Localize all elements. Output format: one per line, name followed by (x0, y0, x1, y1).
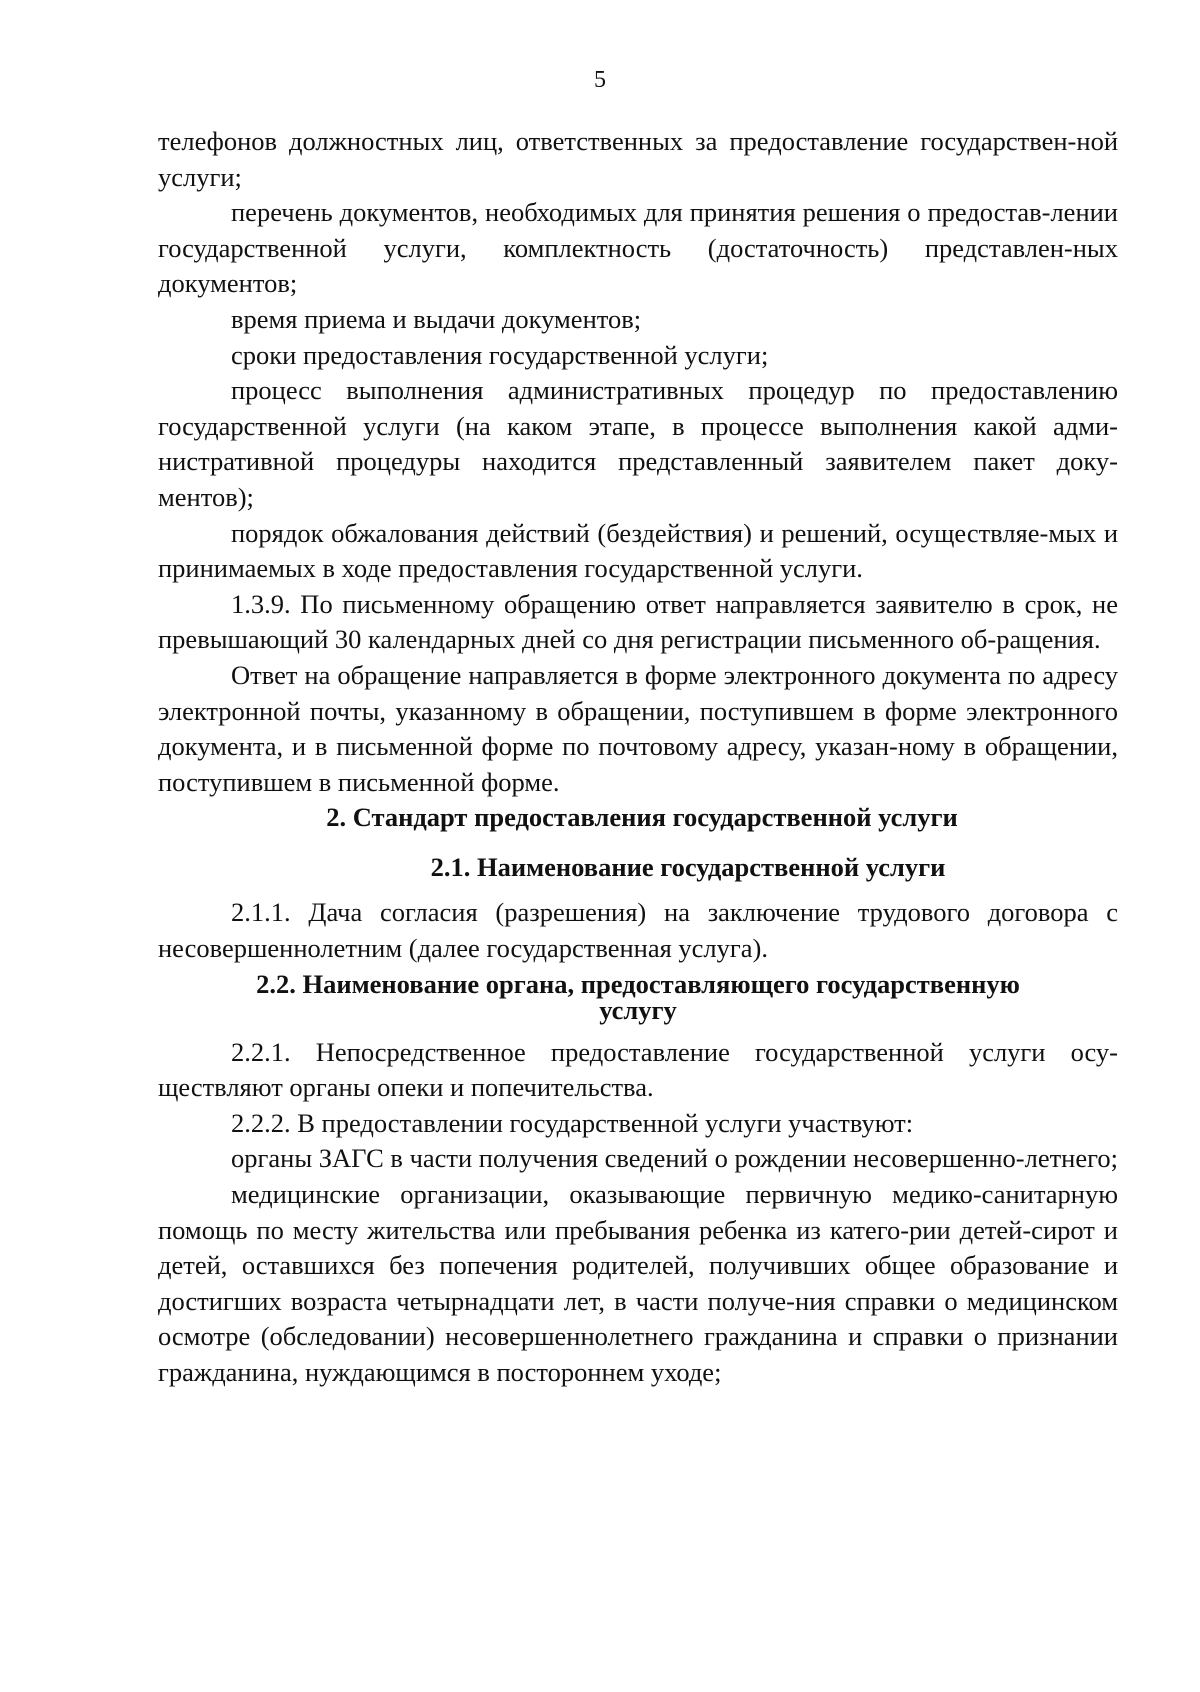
paragraph-service-terms: сроки предоставления государственной услуги; (231, 339, 769, 370)
paragraph-medical-organizations: медицинские организации, оказывающие первичную медико-санитарную помощь по месту жительства или пребывания ребенка из катего-рии детей-сирот и детей, оставшихся без попечения родителей, получивших общее образование и достигших возраста четырнадцати лет, в части получе-ния справки о медицинском осмотре (обследовании) несовершеннолетнего гражданина и справки о признании гражданина, нуждающимся в постороннем уходе; (158, 1179, 1118, 1387)
paragraph-zags: органы ЗАГС в части получения сведений о рождении несовершенно-летнего; (231, 1143, 1118, 1174)
section-heading-2: 2. Стандарт предоставления государственной услуги (326, 802, 958, 833)
paragraph-contacts: телефонов должностных лиц, ответственных за предоставление государствен-ной услуги; (158, 126, 1118, 192)
paragraph-2-2-2: 2.2.2. В предоставлении государственной услуги участвуют: (231, 1107, 914, 1138)
page-number: 5 (594, 67, 606, 93)
paragraph-1-3-9: 1.3.9. По письменному обращению ответ направляется заявителю в срок, не превышающий 30 календарных дней со дня регистрации письменного об-ращения. (158, 588, 1118, 655)
paragraph-response-form: Ответ на обращение направляется в форме электронного документа по адресу электронной почты, указанному в обращении, поступившем в форме электронного документа, и в письменной форме по почтовому адресу, указан-ному в обращении, поступившем в письменной форме. (158, 659, 1118, 797)
document-body (158, 124, 1118, 1391)
paragraph-documents-list: перечень документов, необходимых для принятия решения о предостав-лении государственной услуги, комплектность (достаточность) представлен-ных документов; (158, 197, 1118, 299)
paragraph-2-1-1: 2.1.1. Дача согласия (разрешения) на заключение трудового договора с несовершеннолетним (далее государственная услуга). (158, 897, 1118, 964)
paragraph-procedure-process: процесс выполнения административных процедур по предоставлению государственной услуги (на каком этапе, в процессе выполнения какой адми-нистративной процедуры находится представленный заявителем пакет доку-ментов); (158, 375, 1118, 512)
subsection-heading-2-2 (158, 968, 1118, 1025)
subsection-heading-2-2-line1: 2.2. Наименование органа, предоставляющего государственную (256, 968, 1020, 999)
paragraph-reception-time: время приема и выдачи документов; (231, 303, 642, 334)
paragraph-appeal-procedure: порядок обжалования действий (бездействия) и решений, осуществляе-мых и принимаемых в ходе предоставления государственной услуги. (158, 517, 1118, 584)
subsection-heading-2-1: 2.1. Наименование государственной услуги (430, 851, 946, 882)
subsection-heading-2-2-line2: услугу (599, 994, 677, 1025)
paragraph-2-2-1: 2.2.1. Непосредственное предоставление государственной услуги осу-ществляют органы опеки и попечительства. (158, 1036, 1118, 1103)
